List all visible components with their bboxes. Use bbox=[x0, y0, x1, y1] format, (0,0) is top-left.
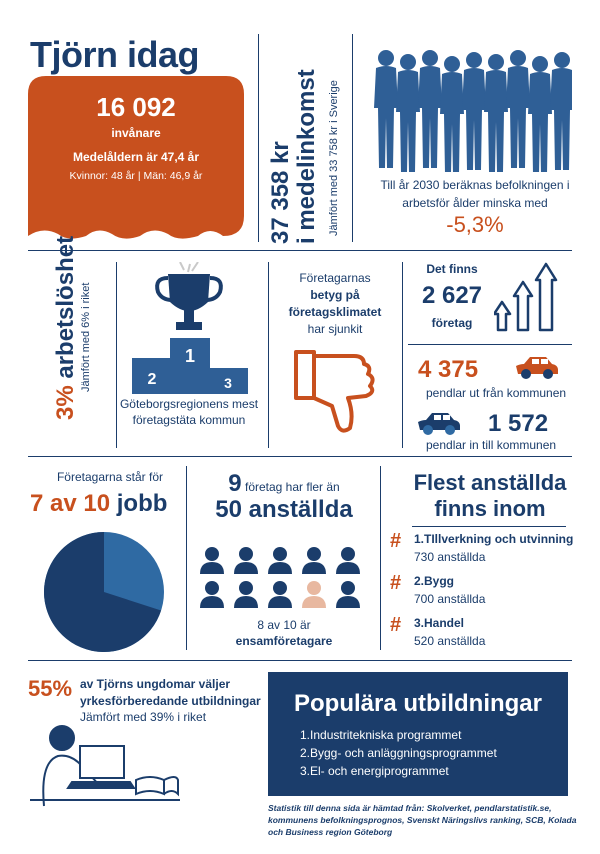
section-divider bbox=[28, 660, 572, 661]
divider bbox=[258, 34, 259, 242]
section-divider bbox=[28, 456, 572, 457]
source-note bbox=[268, 802, 588, 838]
commute-out-value: 4 375 bbox=[418, 356, 479, 383]
commute-in-label: pendlar in till kommunen bbox=[426, 438, 557, 452]
car-icon bbox=[416, 410, 462, 436]
student-laptop-icon bbox=[30, 716, 180, 816]
podium-place-3: 3 bbox=[224, 375, 232, 391]
unemployment-pct: 3% bbox=[52, 385, 79, 420]
people-group-icon bbox=[372, 48, 572, 172]
income-amount: 37 358 kr bbox=[267, 141, 294, 244]
hash-icon: # bbox=[390, 530, 402, 552]
youth-line-2: yrkesförberedande utbildningar bbox=[80, 694, 261, 708]
jobs-value bbox=[30, 490, 167, 518]
person-icon bbox=[268, 581, 292, 608]
commute-in-value: 1 572 bbox=[488, 410, 549, 437]
divider bbox=[402, 262, 403, 448]
divider bbox=[380, 466, 381, 650]
industry-item bbox=[414, 572, 485, 608]
average-age: Medelåldern är 47,4 år bbox=[72, 150, 200, 164]
divider bbox=[186, 466, 187, 650]
industry-name: 2.Bygg bbox=[414, 574, 455, 588]
jobs-pie-chart bbox=[42, 530, 166, 654]
jobs-label: Företagarna står för bbox=[56, 470, 164, 484]
person-icon bbox=[268, 547, 292, 574]
person-icon bbox=[234, 581, 258, 608]
industry-count: 520 anställda bbox=[414, 634, 486, 648]
unemployment-value bbox=[52, 236, 80, 420]
youth-line-1: av Tjörns ungdomar väljer bbox=[80, 677, 231, 691]
divider bbox=[408, 344, 572, 345]
person-icon bbox=[302, 581, 326, 608]
industries-title-1: Flest anställda bbox=[413, 470, 567, 495]
person-icon bbox=[234, 547, 258, 574]
youth-comparison: Jämfört med 39% i riket bbox=[80, 710, 207, 724]
car-icon bbox=[514, 354, 560, 380]
unemployment-label: arbetslöshet bbox=[52, 235, 79, 379]
large-firms-text bbox=[196, 470, 372, 498]
sole-proprietor-ratio: 8 av 10 är bbox=[257, 618, 311, 632]
person-icon bbox=[200, 581, 224, 608]
source-line-2: kommunens befolkningsprognos, Svenskt Näringslivs ranking, SCB, Kolada bbox=[268, 815, 577, 825]
forecast-value: -5,3% bbox=[446, 212, 504, 237]
podium-place-2: 2 bbox=[147, 371, 157, 388]
industries-title-2: finns inom bbox=[434, 496, 546, 521]
population-label: invånare bbox=[111, 126, 161, 140]
commute-out-label: pendlar ut från kommunen bbox=[426, 386, 567, 400]
industry-item bbox=[414, 614, 485, 650]
climate-line-4: har sjunkit bbox=[307, 322, 363, 336]
industry-item bbox=[414, 530, 573, 566]
podium-text: Göteborgsregionens mest företagstäta kommun bbox=[119, 397, 259, 427]
divider bbox=[412, 526, 566, 527]
education-item: 2.Bygg- och anläggningsprogrammet bbox=[300, 746, 497, 760]
hash-icon: # bbox=[390, 572, 402, 594]
source-line-1: Statistik till denna sida är hämtad från: Skolverket, pendlarstatistik.se, bbox=[268, 803, 552, 813]
podium-trophy-icon bbox=[128, 262, 250, 394]
education-item: 1.Industritekniska programmet bbox=[300, 728, 462, 742]
podium-place-1: 1 bbox=[184, 346, 196, 366]
forecast-text: Till år 2030 beräknas befolkningen i arbetsför ålder minska med bbox=[380, 178, 570, 210]
divider bbox=[352, 34, 353, 242]
industry-count: 700 anställda bbox=[414, 592, 486, 606]
person-icon bbox=[302, 547, 326, 574]
income-comparison: Jämfört med 33 758 kr i Sverige bbox=[328, 80, 340, 236]
large-firms-count: 9 bbox=[228, 470, 242, 497]
climate-line-2: betyg på bbox=[310, 288, 360, 302]
industry-name: 3.Handel bbox=[414, 616, 465, 630]
climate-line-1: Företagarnas bbox=[299, 271, 371, 285]
person-icon bbox=[336, 547, 360, 574]
source-line-3: och Business region Göteborg bbox=[268, 827, 393, 837]
divider bbox=[268, 262, 269, 448]
business-climate-text bbox=[278, 270, 392, 338]
industry-name: 1.TIllverkning och utvinning bbox=[414, 532, 574, 546]
jobs-word: jobb bbox=[116, 490, 168, 517]
jobs-ratio: 7 av 10 bbox=[30, 490, 111, 517]
person-icon bbox=[336, 581, 360, 608]
section-divider bbox=[28, 250, 572, 251]
education-item: 3.El- och energiprogrammet bbox=[300, 764, 449, 778]
thumbs-down-icon bbox=[292, 348, 382, 436]
climate-line-3: företagsklimatet bbox=[288, 305, 382, 319]
income-label: i medelinkomst bbox=[293, 69, 320, 244]
population-value: 16 092 bbox=[96, 92, 176, 122]
person-icon bbox=[200, 547, 224, 574]
growth-arrows-icon bbox=[494, 262, 558, 334]
divider bbox=[116, 262, 117, 448]
industries-title bbox=[388, 470, 592, 522]
age-by-gender: Kvinnor: 48 år | Män: 46,9 år bbox=[69, 170, 203, 182]
firms-value: 2 627 bbox=[421, 282, 483, 309]
industry-count: 730 anställda bbox=[414, 550, 486, 564]
hash-icon: # bbox=[390, 614, 402, 636]
firms-label-bottom: företag bbox=[431, 316, 473, 330]
unemployment-comparison: Jämfört med 6% i riket bbox=[80, 282, 92, 392]
page-title: Tjörn idag bbox=[30, 34, 199, 75]
youth-pct: 55% bbox=[28, 676, 73, 701]
large-firms-threshold: 50 anställda bbox=[215, 496, 353, 523]
firms-label-top: Det finns bbox=[426, 262, 478, 276]
large-firms-label: företag har fler än bbox=[244, 480, 340, 494]
education-title: Populära utbildningar bbox=[293, 690, 542, 717]
youth-text bbox=[80, 676, 261, 710]
income-value bbox=[268, 69, 320, 244]
person-icon-grid bbox=[198, 546, 370, 612]
sole-proprietor-label: ensamföretagare bbox=[235, 634, 333, 648]
